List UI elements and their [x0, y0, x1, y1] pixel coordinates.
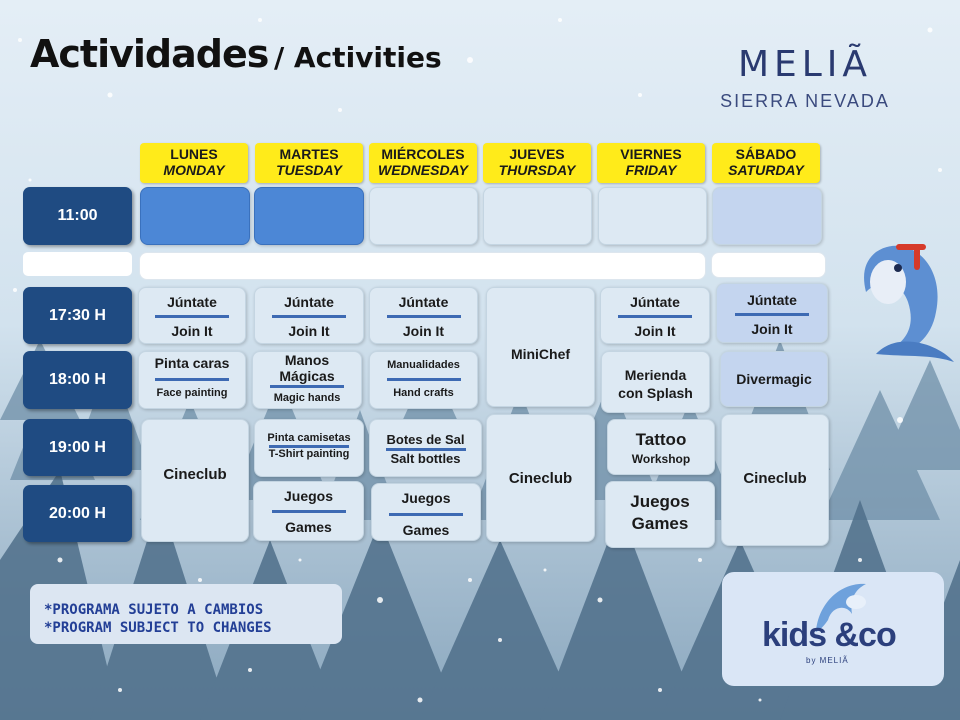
time-label: 20:00 H [23, 485, 132, 542]
activity-es: Manualidades [387, 359, 460, 371]
activity-tattoo-workshop [607, 419, 715, 475]
day-header-wednesday [369, 143, 477, 183]
activity-en: Salt bottles [390, 451, 461, 466]
activity-sub: Workshop [631, 452, 691, 466]
activity-title: Divermagic [736, 371, 812, 387]
note-line: *PROGRAMA SUJETO A CAMBIOS [44, 602, 264, 618]
day-es: JUEVES [509, 146, 565, 162]
activity-en: T-Shirt painting [268, 448, 350, 460]
day-es: VIERNES [620, 146, 682, 162]
spacer-bar [711, 252, 826, 278]
activity-divermagic [720, 351, 828, 407]
activity-en: Face painting [156, 387, 228, 399]
note-line: *PROGRAM SUBJECT TO CHANGES [44, 620, 272, 636]
day-en: FRIDAY [625, 162, 677, 178]
divider [155, 315, 229, 318]
activity-es: Júntate [284, 294, 334, 310]
day-en: TUESDAY [276, 162, 342, 178]
activity-join [138, 287, 246, 344]
hotel-brand [700, 44, 910, 112]
day-header-monday [140, 143, 248, 183]
divider [155, 378, 229, 381]
day-es: SÁBADO [735, 146, 797, 162]
time-label: 11:00 [23, 187, 132, 245]
day-header-tuesday [255, 143, 363, 183]
activity-snack-splash [601, 351, 710, 413]
activity-es: Manos Mágicas [279, 352, 335, 384]
activity-join [254, 287, 364, 344]
activity-es: Júntate [398, 294, 449, 310]
activity-es: Pinta caras [154, 355, 230, 371]
activity-join [369, 287, 478, 344]
day-en: THURSDAY [498, 162, 576, 178]
activity-en: Hand crafts [393, 387, 454, 399]
activity-title: Merienda con Splash [618, 367, 693, 401]
divider [387, 378, 461, 381]
activity-games [253, 481, 364, 541]
activity-en: Join It [288, 323, 330, 339]
spacer-bar [23, 252, 132, 276]
schedule-disclaimer [30, 584, 342, 644]
divider [272, 510, 346, 513]
brand-sub: SIERRA NEVADA [720, 91, 890, 111]
activity-face-painting [138, 351, 246, 409]
divider [270, 385, 344, 388]
activity-es: Júntate [630, 294, 680, 310]
activity-magic-hands [252, 351, 362, 409]
divider [389, 513, 463, 516]
activity-salt-bottles [369, 419, 482, 477]
slot-empty [483, 187, 592, 245]
day-en: SATURDAY [728, 162, 804, 178]
activity-cineclub [721, 414, 829, 546]
activity-es: Júntate [747, 292, 797, 308]
day-en: WEDNESDAY [378, 162, 468, 178]
activity-es: Juegos [283, 488, 333, 504]
activity-es: Juegos [630, 492, 690, 511]
activity-en: Games [631, 514, 689, 533]
slot-empty [254, 187, 364, 245]
activity-title: Cineclub [508, 470, 573, 487]
activity-en: Join It [171, 323, 213, 339]
activity-cineclub [141, 419, 249, 542]
divider [272, 315, 346, 318]
day-es: MIÉRCOLES [381, 146, 465, 162]
slot-empty [598, 187, 707, 245]
activity-title: Cineclub [163, 466, 227, 483]
spacer-bar [139, 252, 706, 280]
slot-empty [712, 187, 822, 245]
divider [618, 315, 692, 318]
divider [735, 313, 809, 316]
activity-join [716, 283, 828, 343]
activity-games [371, 483, 481, 541]
title-sub: / Activities [273, 41, 442, 74]
activity-games [605, 481, 715, 548]
brand-name: MELIÃ [737, 44, 873, 85]
activity-en: Games [285, 519, 332, 535]
activity-title: Cineclub [743, 470, 807, 487]
activity-minichef [486, 287, 595, 407]
time-label: 17:30 H [23, 287, 132, 344]
activity-es: Júntate [167, 294, 217, 310]
day-es: LUNES [170, 146, 218, 162]
activity-es: Botes de Sal [386, 432, 465, 447]
activity-hand-crafts [369, 351, 478, 409]
day-es: MARTES [279, 146, 339, 162]
day-header-friday [597, 143, 705, 183]
activity-title: Tattoo [635, 430, 687, 449]
time-label: 18:00 H [23, 351, 132, 409]
dolphin-mascot-icon [836, 232, 956, 372]
activity-en: Games [402, 522, 450, 538]
title-main: Actividades [30, 32, 269, 76]
activity-en: Join It [634, 323, 676, 339]
activity-cineclub [486, 414, 595, 542]
activity-en: Join It [751, 321, 793, 337]
day-header-thursday [483, 143, 591, 183]
activity-join [600, 287, 710, 344]
kids-logo-text: kids &co [762, 616, 896, 654]
day-en: MONDAY [163, 162, 225, 178]
activity-es: Juegos [401, 490, 451, 506]
time-label: 19:00 H [23, 419, 132, 476]
page-title [30, 32, 442, 76]
kids-club-logo [722, 572, 944, 686]
activity-en: Join It [402, 323, 445, 339]
activity-tshirt-painting [254, 419, 364, 477]
slot-empty [369, 187, 478, 245]
activity-en: Magic hands [273, 392, 341, 404]
activity-es: Pinta camisetas [267, 432, 351, 444]
activity-title: MiniChef [510, 346, 571, 362]
slot-empty [140, 187, 250, 245]
divider [387, 315, 461, 318]
day-header-saturday [712, 143, 820, 183]
kids-logo-by: by MELIÃ [806, 656, 849, 665]
